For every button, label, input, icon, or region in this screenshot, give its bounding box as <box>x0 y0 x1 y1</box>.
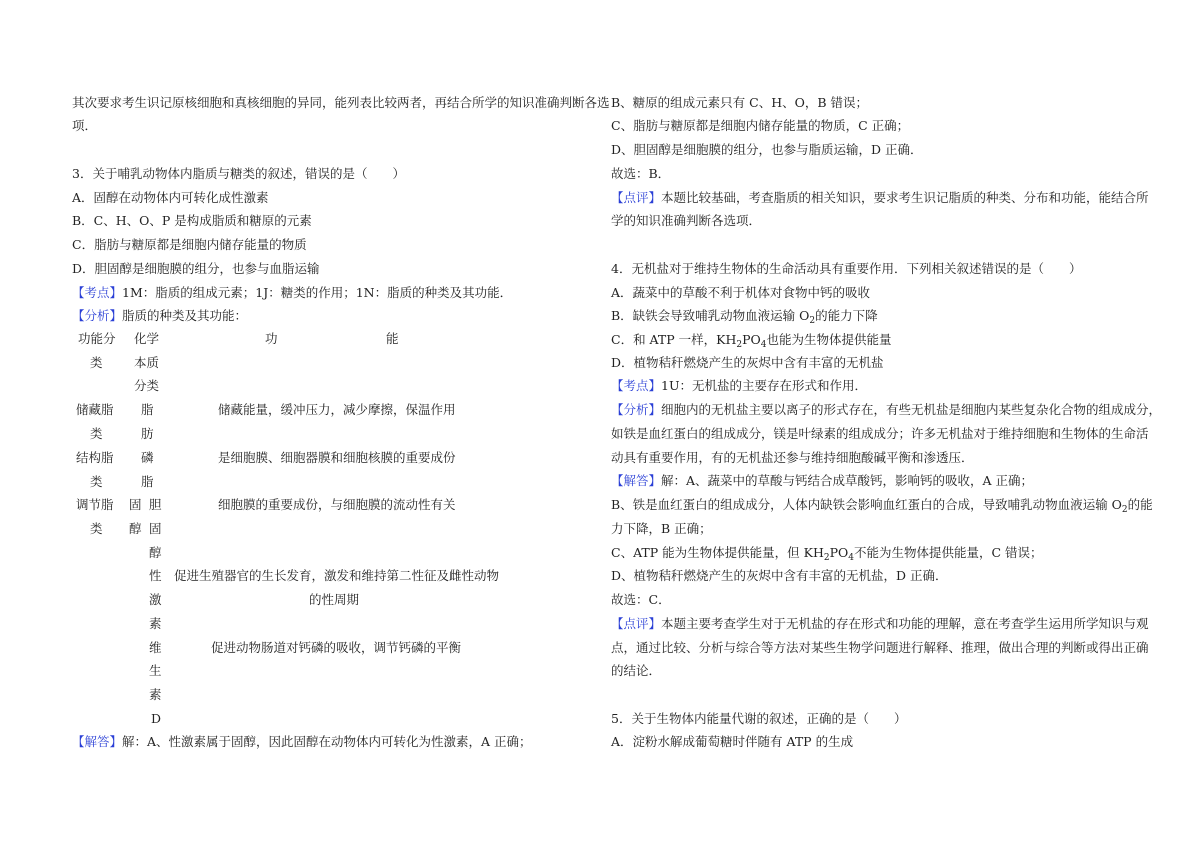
intro-line-2: 项． <box>72 118 98 133</box>
row3-cat-2: 类 <box>90 521 103 536</box>
jieda-tag: 【解答】 <box>611 473 662 488</box>
dianping-tag: 【点评】 <box>611 616 662 631</box>
row4-sub-2: 激 <box>149 592 162 607</box>
dianping-tag: 【点评】 <box>611 190 662 205</box>
q4-c-pre: C．和 ATP 一样，KH <box>611 332 737 347</box>
q4-jieda-2 <box>611 497 1153 513</box>
q4-fenxi <box>611 402 1161 418</box>
row1-function: 储藏能量，缓冲压力，减少摩擦，保温作用 <box>218 402 456 417</box>
jieda-text: 解：A、性激素属于固醇，因此固醇在动物体内可转化为性激素，A 正确； <box>122 734 532 749</box>
q3-jieda <box>72 734 532 750</box>
row1-cat-1: 储藏脂 <box>76 402 114 417</box>
q4-jieda-4 <box>611 545 1043 561</box>
row4-function-2: 的性周期 <box>309 592 360 607</box>
q3-option-b: B．C、H、O、P 是构成脂质和糖原的元素 <box>72 213 312 228</box>
header-neng: 能 <box>386 331 399 346</box>
q5-stem: 5．关于生物体内能量代谢的叙述，正确的是（ ） <box>611 711 907 726</box>
jieda-4-sub2: 4 <box>848 553 854 563</box>
q4-jieda <box>611 473 1033 489</box>
row5-sub-3: 素 <box>149 687 162 702</box>
q3-answer-c: C、脂肪与糖原都是细胞内储存能量的物质，C 正确； <box>611 118 910 133</box>
kaodian-text: 1M：脂质的组成元素；1J：糖类的作用；1N：脂质的种类及其功能． <box>122 285 513 300</box>
row4-sub-1: 性 <box>149 568 162 583</box>
row2-cat-2: 类 <box>90 474 103 489</box>
q3-option-c: C．脂肪与糖原都是细胞内储存能量的物质 <box>72 237 307 252</box>
q3-choice: 故选：B． <box>611 166 671 181</box>
header-chem-2: 本质 <box>134 355 160 370</box>
jieda-4-mid: PO <box>829 545 849 560</box>
row1-type-1: 脂 <box>141 402 154 417</box>
q4-dianping <box>611 616 1149 632</box>
row5-sub-1: 维 <box>149 640 162 655</box>
q4-c-mid: PO <box>742 332 761 347</box>
row4-function-1: 促进生殖器官的生长发育，激发和维持第二性征及雌性动物 <box>174 568 500 583</box>
q4-b-sub: 2 <box>809 316 816 326</box>
q4-fenxi-2: 如铁是血红蛋白的组成成分，镁是叶绿素的组成成分；许多无机盐对于维持细胞和生物体的生命活 <box>611 426 1149 441</box>
header-gong: 功 <box>265 331 278 346</box>
row3-sub-1: 胆 <box>149 497 162 512</box>
kaodian-tag: 【考点】 <box>611 378 662 393</box>
row2-cat-1: 结构脂 <box>76 450 114 465</box>
header-func-1: 功能分 <box>78 331 116 346</box>
q4-c-sub2: 4 <box>760 340 767 350</box>
q3-answer-d: D、胆固醇是细胞膜的组分，也参与脂质运输，D 正确． <box>611 142 923 157</box>
dianping-text-1: 本题比较基础，考查脂质的相关知识，要求考生识记脂质的种类、分布和功能，能结合所 <box>661 190 1149 205</box>
q4-option-c <box>611 332 892 348</box>
row1-cat-2: 类 <box>90 426 103 441</box>
intro-line-1: 其次要求考生识记原核细胞和真核细胞的异同，能列表比较两者，再结合所学的知识准确判断各选 <box>72 95 610 110</box>
row3-function: 细胞膜的重要成份，与细胞膜的流动性有关 <box>218 497 456 512</box>
q3-stem: 3．关于哺乳动物体内脂质与糖类的叙述，错误的是（ ） <box>72 166 405 181</box>
jieda-tag: 【解答】 <box>72 734 123 749</box>
row3-sub-2: 固 <box>149 521 162 536</box>
q3-fenxi <box>72 308 247 324</box>
q3-kaodian <box>72 285 512 301</box>
q3-option-a: A．固醇在动物体内可转化成性激素 <box>72 190 269 205</box>
jieda-4-pre: C、ATP 能为生物体提供能量，但 KH <box>611 545 824 560</box>
q3-option-d: D．胆固醇是细胞膜的组分，也参与血脂运输 <box>72 261 320 276</box>
q3-dianping-2: 学的知识准确判断各选项． <box>611 213 762 228</box>
q3-dianping <box>611 190 1149 206</box>
row3-type-2: 醇 <box>129 521 142 536</box>
row3-cat-1: 调节脂 <box>76 497 114 512</box>
q5-option-a: A．淀粉水解成葡萄糖时伴随有 ATP 的生成 <box>611 734 854 749</box>
row3-sub-3: 醇 <box>149 545 162 560</box>
row2-function: 是细胞膜、细胞器膜和细胞核膜的重要成份 <box>218 450 456 465</box>
header-chem-1: 化学 <box>134 331 160 346</box>
dianping2-text-1: 本题主要考查学生对于无机盐的存在形式和功能的理解，意在考查学生运用所学知识与观 <box>661 616 1149 631</box>
q4-dianping-2: 点，通过比较、分析与综合等方法对某些生物学问题进行解释、推理，做出合理的判断或得出正确 <box>611 640 1149 655</box>
q4-dianping-3: 的结论． <box>611 663 662 678</box>
fenxi-tag: 【分析】 <box>72 308 123 323</box>
kaodian-text: 1U：无机盐的主要存在形式和作用． <box>661 378 868 393</box>
q4-jieda-3: 力下降，B 正确； <box>611 521 712 536</box>
q4-jieda-5: D、植物秸秆燃烧产生的灰烬中含有丰富的无机盐，D 正确． <box>611 568 948 583</box>
jieda-2-sub: 2 <box>1121 505 1128 515</box>
q4-option-d: D．植物秸秆燃烧产生的灰烬中含有丰富的无机盐 <box>611 355 884 370</box>
q4-option-a: A．蔬菜中的草酸不利于机体对食物中钙的吸收 <box>611 285 871 300</box>
fenxi-text: 脂质的种类及其功能： <box>122 308 248 323</box>
jieda-2-pre: B、铁是血红蛋白的组成成分，人体内缺铁会影响血红蛋白的合成，导致哺乳动物血液运输 O <box>611 497 1122 512</box>
q4-stem: 4．无机盐对于维持生物体的生命活动具有重要作用．下列相关叙述错误的是（ ） <box>611 261 1082 276</box>
jieda-2-post: 的能 <box>1127 497 1153 512</box>
row2-type-2: 脂 <box>141 474 154 489</box>
fenxi-tag: 【分析】 <box>611 402 662 417</box>
header-chem-3: 分类 <box>134 378 160 393</box>
row5-sub-4: D <box>151 711 162 726</box>
kaodian-tag: 【考点】 <box>72 285 123 300</box>
q4-c-sub1: 2 <box>736 340 743 350</box>
q4-kaodian <box>611 378 867 394</box>
row1-type-2: 肪 <box>141 426 154 441</box>
header-func-2: 类 <box>90 355 103 370</box>
jieda-text-1: 解：A、蔬菜中的草酸与钙结合成草酸钙，影响钙的吸收，A 正确； <box>661 473 1034 488</box>
q4-fenxi-3: 动具有重要作用，有的无机盐还参与维持细胞酸碱平衡和渗透压． <box>611 450 974 465</box>
jieda-4-post: 不能为生物体提供能量，C 错误； <box>853 545 1043 560</box>
q4-option-b <box>611 308 878 324</box>
row3-type-1: 固 <box>129 497 142 512</box>
row5-sub-2: 生 <box>149 663 162 678</box>
q3-answer-b: B、糖原的组成元素只有 C、H、O，B 错误； <box>611 95 869 110</box>
q4-c-post: 也能为生物体提供能量 <box>766 332 892 347</box>
fenxi-text-1: 细胞内的无机盐主要以离子的形式存在，有些无机盐是细胞内某些复杂化合物的组成成分， <box>661 402 1162 417</box>
q4-choice: 故选：C． <box>611 592 671 607</box>
row5-function: 促进动物肠道对钙磷的吸收，调节钙磷的平衡 <box>211 640 462 655</box>
jieda-4-sub1: 2 <box>823 553 830 563</box>
row4-sub-3: 素 <box>149 616 162 631</box>
q4-b-post: 的能力下降 <box>815 308 878 323</box>
q4-b-pre: B．缺铁会导致哺乳动物血液运输 O <box>611 308 810 323</box>
row2-type-1: 磷 <box>141 450 154 465</box>
